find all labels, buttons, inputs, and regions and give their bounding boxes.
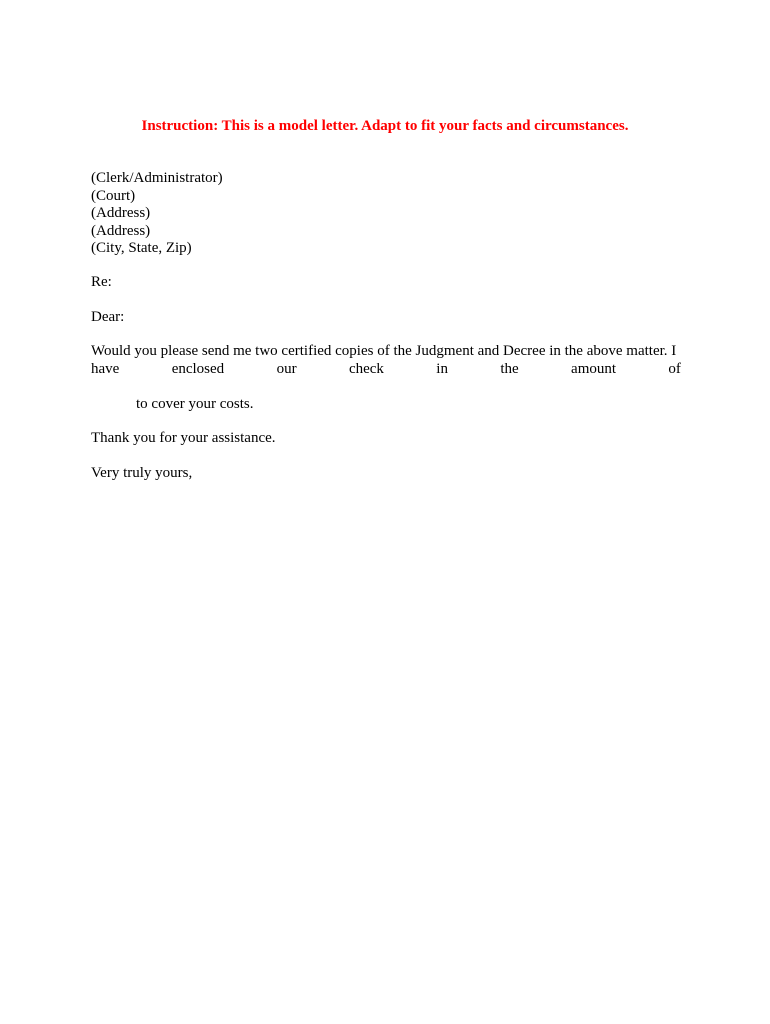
paragraph-word: our [276, 360, 297, 377]
costs-paragraph: to cover your costs. [136, 396, 254, 412]
request-paragraph [91, 343, 681, 378]
instruction-note: Instruction: This is a model letter. Adapt to fit your facts and circumstances. [141, 118, 629, 134]
recipient-address-line-2: (Address) [91, 222, 151, 239]
paragraph-word: enclosed [171, 360, 225, 377]
paragraph-word: the [500, 360, 519, 377]
request-paragraph-line-1: Would you please send me two certified copies of the Judgment and Decree in the above matter. I [91, 343, 677, 359]
paragraph-word: check [348, 360, 384, 377]
re-line: Re: [91, 274, 112, 290]
closing-line: Very truly yours, [91, 465, 193, 481]
paragraph-word: in [436, 360, 448, 377]
salutation: Dear: [91, 309, 125, 325]
paragraph-word: have [91, 360, 120, 377]
recipient-clerk-line: (Clerk/Administrator) [91, 170, 223, 186]
request-paragraph-line-2 [91, 361, 681, 379]
recipient-address-block [91, 170, 681, 258]
recipient-address-line-1: (Address) [91, 205, 151, 221]
recipient-city-state-zip-line: (City, State, Zip) [91, 240, 192, 256]
paragraph-word: of [668, 360, 681, 377]
recipient-court-line: (Court) [91, 187, 136, 204]
thanks-line: Thank you for your assistance. [91, 430, 276, 446]
paragraph-word: amount [571, 360, 617, 377]
